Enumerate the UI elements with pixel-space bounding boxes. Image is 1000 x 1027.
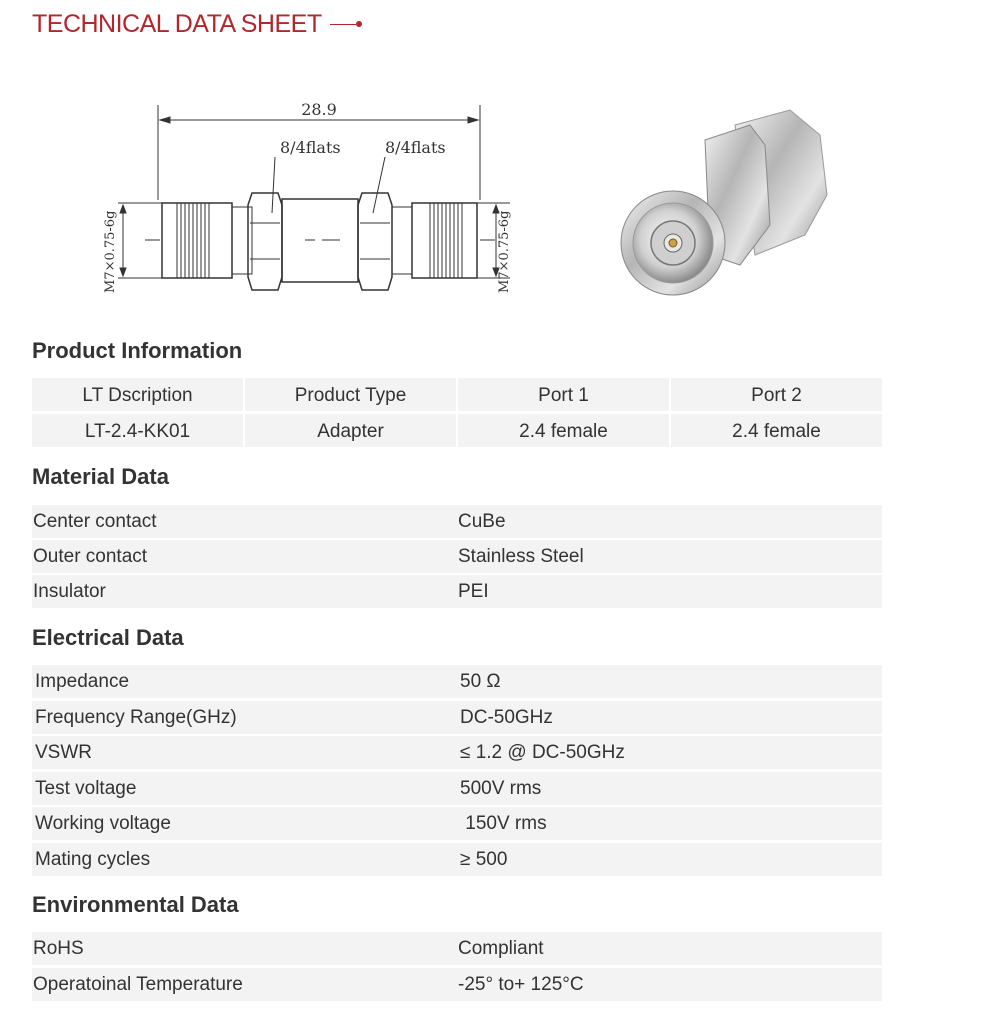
row-label: Center contact [33,511,157,532]
table-row [32,968,882,1001]
row-label: RoHS [33,938,84,959]
row-value: ≥ 500 [460,849,508,870]
product-info-value-row [32,414,884,449]
row-value: 500V rms [460,778,542,799]
header-cell: LT Dscription [32,378,243,411]
row-label: Operatoinal Temperature [33,974,243,995]
row-label: Outer contact [33,546,148,567]
value-cell: 2.4 female [671,414,882,447]
table-row [32,701,882,734]
row-value: ≤ 1.2 @ DC-50GHz [460,742,625,763]
row-label: Mating cycles [35,849,151,870]
table-row [32,772,882,805]
product-photo [615,105,835,305]
value-cell: 2.4 female [458,414,669,447]
row-label: Insulator [33,581,106,602]
table-row [32,665,882,698]
product-info-header-row [32,378,884,413]
flats-label-left: 8/4flats [280,138,341,157]
row-label: Working voltage [35,813,171,834]
product-information-heading: Product Information [32,338,243,363]
adapter-body-illustration [621,110,827,295]
row-value: Compliant [458,938,544,959]
header-cell: Port 1 [458,378,669,411]
environmental-data-heading: Environmental Data [32,892,239,917]
title-line-decoration [330,24,356,25]
thread-label-right: M7×0.75-6g [497,210,512,293]
header-cell: Port 2 [671,378,882,411]
row-label: Frequency Range(GHz) [35,707,237,728]
row-label: Impedance [35,671,130,692]
title-dot-decoration [356,21,362,27]
table-row [32,736,882,769]
table-row [32,807,882,840]
material-data-heading: Material Data [32,464,169,489]
table-row [32,505,882,538]
row-value: PEI [458,581,489,602]
row-value: Stainless Steel [458,546,584,567]
table-row [32,540,882,573]
value-cell: Adapter [245,414,456,447]
flats-label-right: 8/4flats [385,138,446,157]
dimension-drawing [90,95,530,305]
table-row [32,575,882,608]
table-row [32,932,882,965]
row-value: 50 Ω [460,671,501,692]
header-cell: Product Type [245,378,456,411]
row-label: Test voltage [35,778,137,799]
row-value: -25° to+ 125°C [458,974,584,995]
row-value: CuBe [458,511,506,532]
row-value: DC-50GHz [460,707,553,728]
thread-label-left: M7×0.75-6g [103,210,118,293]
row-label: VSWR [35,742,92,763]
row-value: 150V rms [460,813,547,834]
electrical-data-heading: Electrical Data [32,625,184,650]
value-cell: LT-2.4-KK01 [32,414,243,447]
page-title: TECHNICAL DATA SHEET [32,10,322,38]
length-dimension-label: 28.9 [301,100,337,119]
table-row [32,843,882,876]
